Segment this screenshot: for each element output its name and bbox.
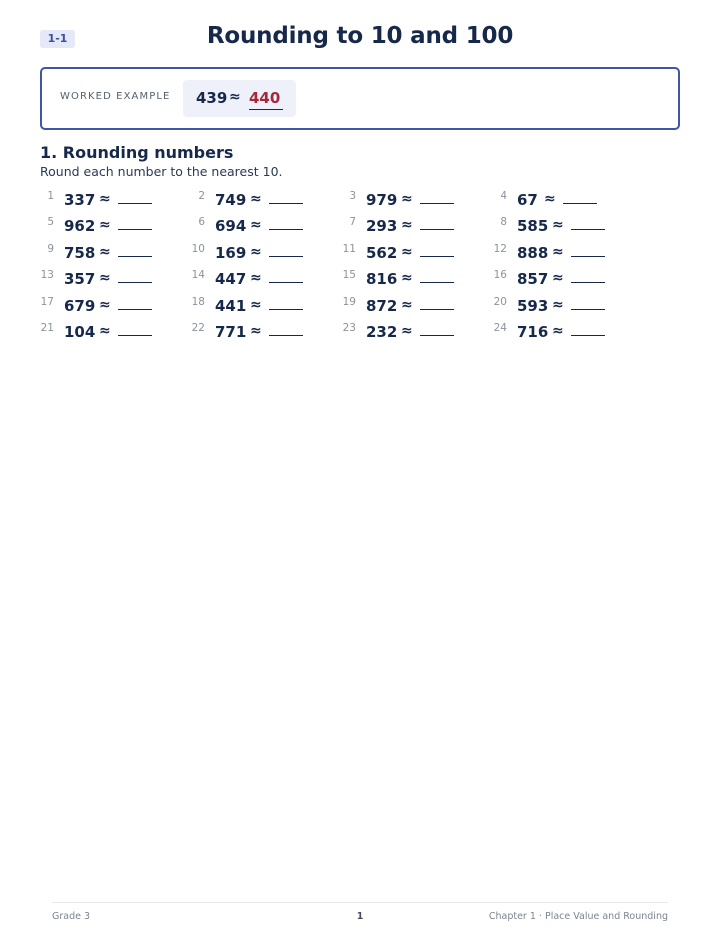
answer-blank[interactable] bbox=[118, 309, 152, 310]
problem-item bbox=[191, 269, 342, 291]
answer-blank[interactable] bbox=[420, 203, 454, 204]
answer-blank[interactable] bbox=[571, 335, 605, 336]
problem-value: 67 bbox=[517, 191, 538, 209]
problem-number-label: 11 bbox=[342, 243, 356, 255]
problem-value: 169 bbox=[215, 244, 247, 262]
worked-example-box bbox=[40, 67, 680, 130]
problem-value: 293 bbox=[366, 217, 398, 235]
approx-symbol: ≈ bbox=[99, 323, 111, 339]
problem-value: 104 bbox=[64, 323, 96, 341]
worked-example-card bbox=[183, 80, 296, 117]
answer-blank[interactable] bbox=[571, 256, 605, 257]
answer-blank[interactable] bbox=[571, 229, 605, 230]
problem-value: 758 bbox=[64, 244, 96, 262]
problem-item bbox=[342, 296, 493, 318]
problem-item bbox=[40, 269, 191, 291]
answer-blank[interactable] bbox=[269, 309, 303, 310]
problem-value: 962 bbox=[64, 217, 96, 235]
page-title: Rounding to 10 and 100 bbox=[206, 23, 514, 49]
approx-symbol: ≈ bbox=[544, 191, 556, 207]
problem-value: 232 bbox=[366, 323, 398, 341]
problem-number-label: 24 bbox=[493, 322, 507, 334]
problem-number-label: 15 bbox=[342, 269, 356, 281]
approx-symbol: ≈ bbox=[552, 297, 564, 313]
approx-symbol: ≈ bbox=[229, 89, 241, 105]
problem-value: 872 bbox=[366, 297, 398, 315]
problem-item bbox=[191, 243, 342, 265]
approx-symbol: ≈ bbox=[250, 244, 262, 260]
answer-blank[interactable] bbox=[118, 335, 152, 336]
approx-symbol: ≈ bbox=[250, 323, 262, 339]
approx-symbol: ≈ bbox=[401, 270, 413, 286]
problem-number-label: 3 bbox=[349, 190, 356, 202]
problem-value: 337 bbox=[64, 191, 96, 209]
problem-item bbox=[40, 190, 191, 212]
answer-blank[interactable] bbox=[563, 203, 597, 204]
problem-item bbox=[493, 322, 644, 344]
problem-number-label: 6 bbox=[198, 216, 205, 228]
problem-value: 816 bbox=[366, 270, 398, 288]
answer-blank[interactable] bbox=[571, 282, 605, 283]
problem-value: 593 bbox=[517, 297, 549, 315]
problem-value: 888 bbox=[517, 244, 549, 262]
approx-symbol: ≈ bbox=[250, 217, 262, 233]
answer-blank[interactable] bbox=[269, 256, 303, 257]
worked-example-number: 439 bbox=[196, 89, 228, 107]
problem-number-label: 7 bbox=[349, 216, 356, 228]
worked-example-label: WORKED EXAMPLE bbox=[60, 91, 171, 102]
approx-symbol: ≈ bbox=[250, 297, 262, 313]
problem-value: 585 bbox=[517, 217, 549, 235]
approx-symbol: ≈ bbox=[552, 244, 564, 260]
problem-number-label: 14 bbox=[191, 269, 205, 281]
problem-number-label: 9 bbox=[47, 243, 54, 255]
problem-value: 749 bbox=[215, 191, 247, 209]
problem-item bbox=[40, 216, 191, 238]
problem-item bbox=[342, 269, 493, 291]
answer-blank[interactable] bbox=[269, 282, 303, 283]
footer-page-number: 1 bbox=[356, 911, 364, 922]
problem-item bbox=[493, 243, 644, 265]
approx-symbol: ≈ bbox=[401, 191, 413, 207]
answer-blank[interactable] bbox=[269, 203, 303, 204]
problem-number-label: 2 bbox=[198, 190, 205, 202]
problem-value: 562 bbox=[366, 244, 398, 262]
answer-blank[interactable] bbox=[420, 256, 454, 257]
approx-symbol: ≈ bbox=[250, 270, 262, 286]
footer-grade: Grade 3 bbox=[52, 911, 91, 922]
problem-value: 679 bbox=[64, 297, 96, 315]
answer-blank[interactable] bbox=[118, 229, 152, 230]
worked-example-answer: 440 bbox=[249, 89, 283, 110]
approx-symbol: ≈ bbox=[99, 244, 111, 260]
problem-item bbox=[191, 322, 342, 344]
answer-blank[interactable] bbox=[420, 229, 454, 230]
answer-blank[interactable] bbox=[118, 203, 152, 204]
problem-item bbox=[342, 243, 493, 265]
problem-value: 447 bbox=[215, 270, 247, 288]
answer-blank[interactable] bbox=[420, 282, 454, 283]
problem-number-label: 23 bbox=[342, 322, 356, 334]
problem-item bbox=[493, 216, 644, 238]
problem-value: 694 bbox=[215, 217, 247, 235]
approx-symbol: ≈ bbox=[250, 191, 262, 207]
problem-item bbox=[40, 322, 191, 344]
answer-blank[interactable] bbox=[269, 335, 303, 336]
answer-blank[interactable] bbox=[420, 335, 454, 336]
answer-blank[interactable] bbox=[118, 256, 152, 257]
problem-number-label: 21 bbox=[40, 322, 54, 334]
approx-symbol: ≈ bbox=[401, 244, 413, 260]
answer-blank[interactable] bbox=[118, 282, 152, 283]
problem-number-label: 8 bbox=[500, 216, 507, 228]
section-instructions: Round each number to the nearest 10. bbox=[40, 164, 283, 179]
problem-item bbox=[40, 243, 191, 265]
footer-divider bbox=[52, 902, 668, 903]
footer-chapter: Chapter 1 · Place Value and Rounding bbox=[488, 911, 668, 922]
problem-value: 357 bbox=[64, 270, 96, 288]
approx-symbol: ≈ bbox=[99, 270, 111, 286]
problem-number-label: 4 bbox=[500, 190, 507, 202]
problem-item bbox=[342, 322, 493, 344]
problem-value: 857 bbox=[517, 270, 549, 288]
problem-item bbox=[493, 190, 644, 212]
approx-symbol: ≈ bbox=[401, 217, 413, 233]
problem-item bbox=[191, 296, 342, 318]
approx-symbol: ≈ bbox=[552, 217, 564, 233]
problem-item bbox=[191, 190, 342, 212]
approx-symbol: ≈ bbox=[401, 323, 413, 339]
approx-symbol: ≈ bbox=[99, 217, 111, 233]
problem-value: 716 bbox=[517, 323, 549, 341]
problem-item bbox=[342, 216, 493, 238]
approx-symbol: ≈ bbox=[99, 297, 111, 313]
problem-value: 979 bbox=[366, 191, 398, 209]
problem-number-label: 19 bbox=[342, 296, 356, 308]
problem-item bbox=[191, 216, 342, 238]
section-title: 1. Rounding numbers bbox=[40, 143, 234, 162]
problem-number-label: 20 bbox=[493, 296, 507, 308]
answer-blank[interactable] bbox=[269, 229, 303, 230]
problem-number-label: 1 bbox=[47, 190, 54, 202]
lesson-badge: 1-1 bbox=[40, 30, 75, 48]
problem-item bbox=[342, 190, 493, 212]
problem-number-label: 16 bbox=[493, 269, 507, 281]
problem-number-label: 13 bbox=[40, 269, 54, 281]
problem-number-label: 12 bbox=[493, 243, 507, 255]
problem-number-label: 17 bbox=[40, 296, 54, 308]
answer-blank[interactable] bbox=[571, 309, 605, 310]
answer-blank[interactable] bbox=[420, 309, 454, 310]
problem-value: 771 bbox=[215, 323, 247, 341]
problem-number-label: 10 bbox=[191, 243, 205, 255]
problem-number-label: 5 bbox=[47, 216, 54, 228]
approx-symbol: ≈ bbox=[552, 270, 564, 286]
problem-number-label: 22 bbox=[191, 322, 205, 334]
problem-item bbox=[40, 296, 191, 318]
approx-symbol: ≈ bbox=[552, 323, 564, 339]
approx-symbol: ≈ bbox=[401, 297, 413, 313]
problem-value: 441 bbox=[215, 297, 247, 315]
problem-item bbox=[493, 296, 644, 318]
problem-number-label: 18 bbox=[191, 296, 205, 308]
problem-grid bbox=[40, 190, 680, 350]
problem-item bbox=[493, 269, 644, 291]
approx-symbol: ≈ bbox=[99, 191, 111, 207]
